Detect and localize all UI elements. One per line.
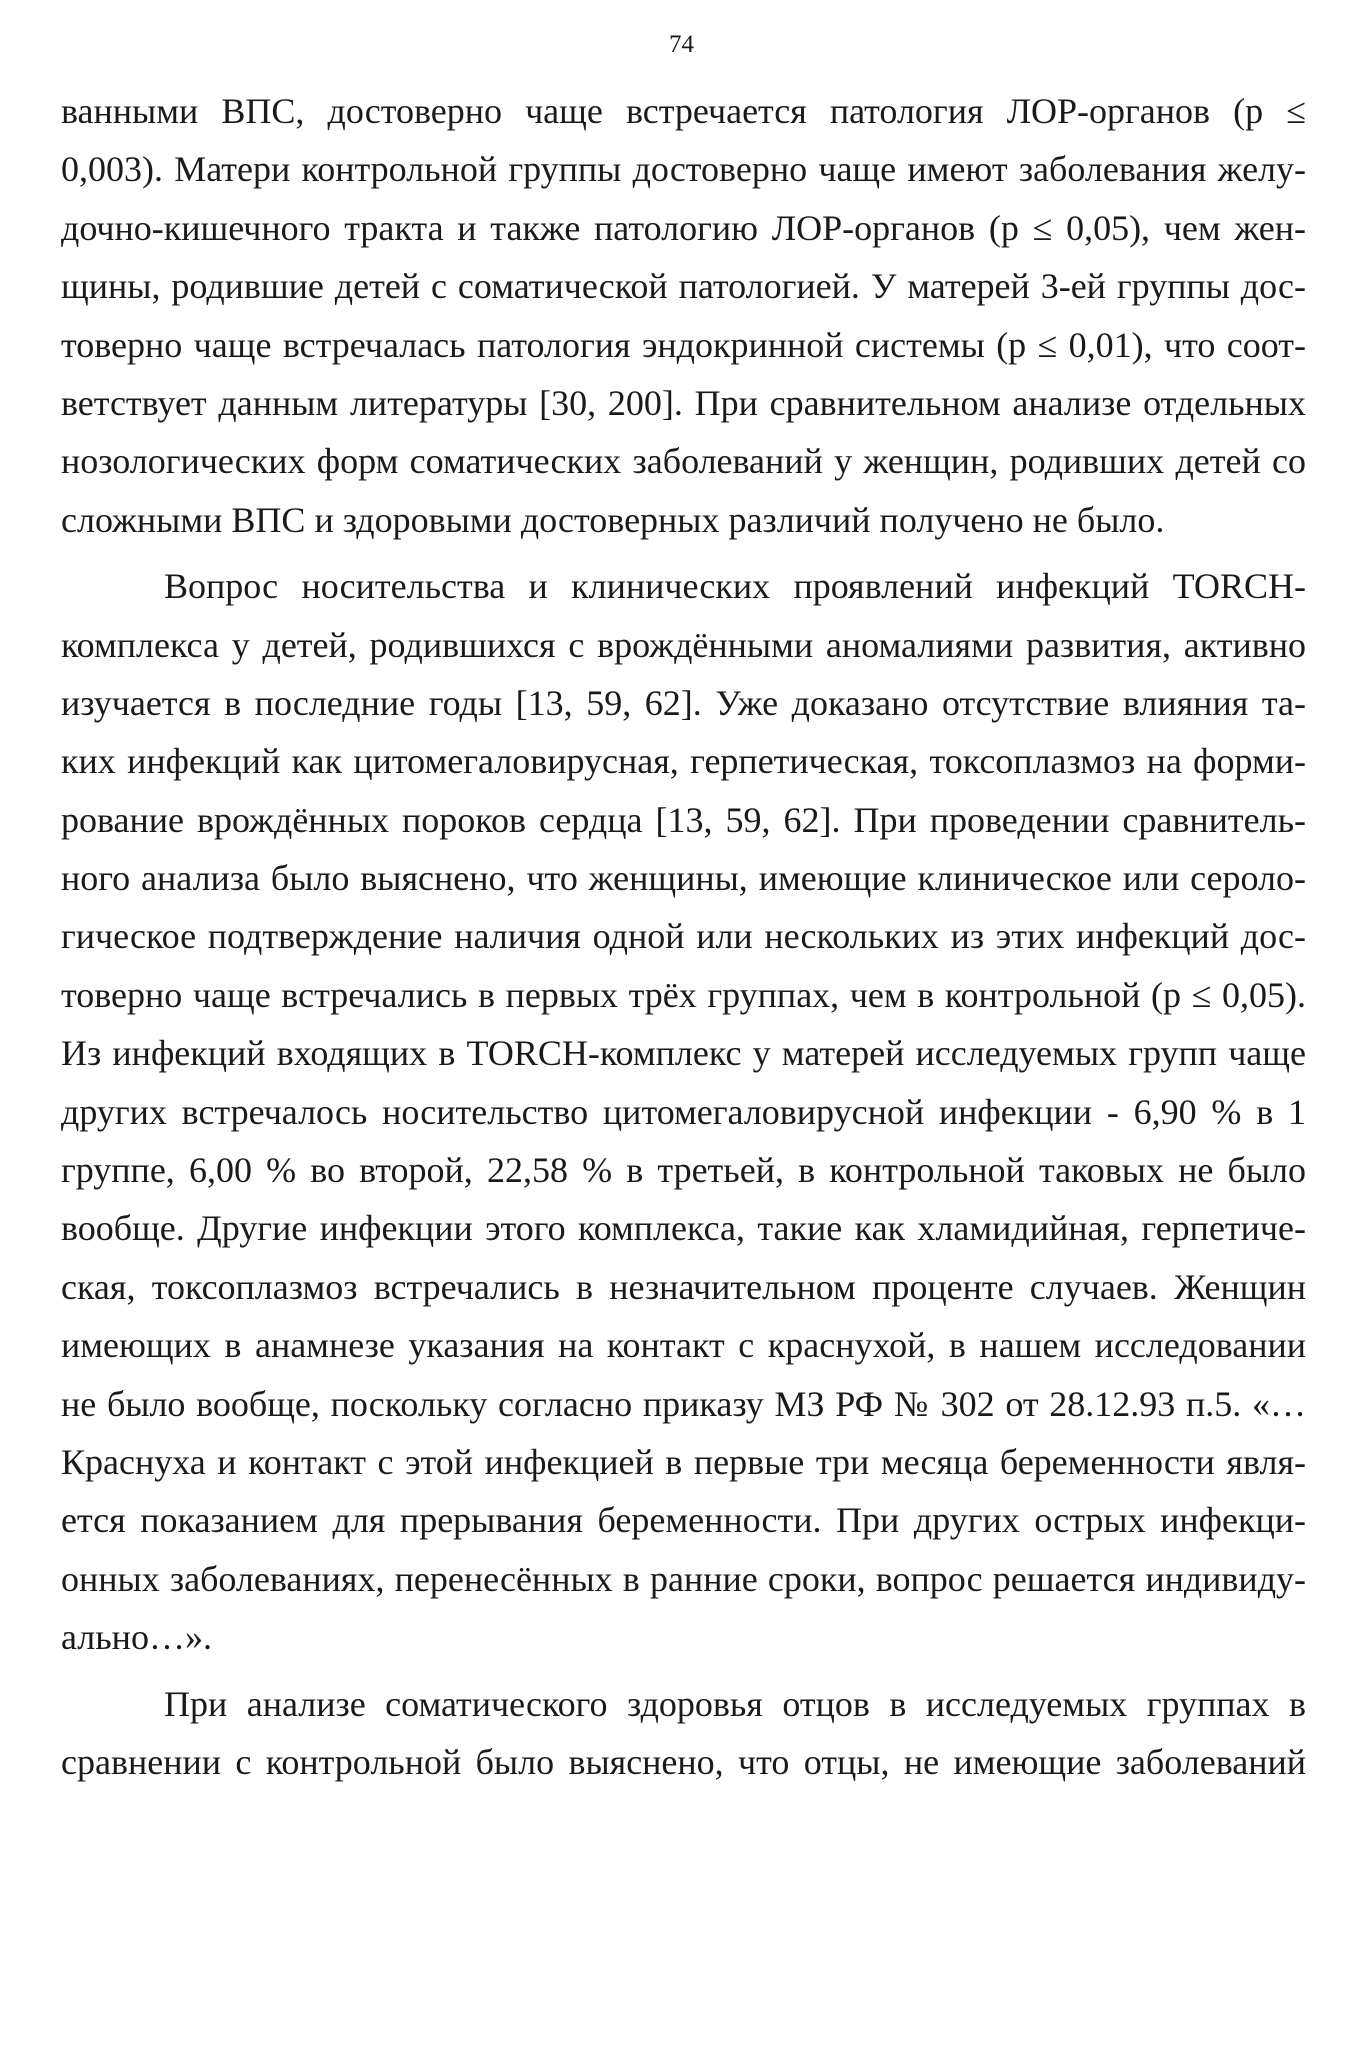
text-line: При анализе соматического здоровья отцов в исследуемых группах в [164,1683,1306,1724]
text-line: имеющих в анамнезе указания на контакт с краснухой, в нашем исследовании [61,1325,1306,1366]
text-line: рование врождённых пороков сердца [13, 59, 62]. При проведении сравнитель- [61,799,1306,840]
text-line: ветствует данным литературы [30, 200]. При сравнительном анализе отдельных [61,382,1306,423]
text-line: гическое подтверждение наличия одной или нескольких из этих инфекций дос- [61,916,1306,957]
text-line: нозологических форм соматических заболеваний у женщин, родивших детей со [61,441,1306,482]
text-line: ного анализа было выяснено, что женщины, имеющие клиническое или сероло- [61,858,1306,899]
text-line: Из инфекций входящих в TORCH-комплекс у матерей исследуемых групп чаще [61,1033,1306,1074]
paragraph-1 [61,82,1306,549]
text-line: изучается в последние годы [13, 59, 62]. Уже доказано отсутствие влияния та- [61,682,1306,723]
paragraph-2 [61,557,1306,1666]
text-line: щины, родившие детей с соматической патологией. У матерей 3-ей группы дос- [61,266,1306,307]
text-line: 0,003). Матери контрольной группы достоверно чаще имеют заболевания желу- [61,149,1306,190]
text-line: не было вообще, поскольку согласно приказу МЗ РФ № 302 от 28.12.93 п.5. «… [61,1383,1306,1424]
text-line: ально…». [61,1617,212,1658]
text-line: дочно-кишечного тракта и также патологию ЛОР-органов (р ≤ 0,05), чем жен- [61,207,1306,248]
text-line: ванными ВПС, достоверно чаще встречается патология ЛОР-органов (р ≤ [61,91,1306,131]
body-text [61,82,1306,1791]
text-line: товерно чаще встречались в первых трёх группах, чем в контрольной (р ≤ 0,05). [61,974,1306,1015]
text-line: группе, 6,00 % во второй, 22,58 % в третьей, в контрольной таковых не было [61,1150,1306,1191]
text-line: комплекса у детей, родившихся с врождёнными аномалиями развития, активно [61,624,1306,665]
text-line: Вопрос носительства и клинических проявлений инфекций TORCH- [164,566,1306,607]
text-line: сравнении с контрольной было выяснено, что отцы, не имеющие заболеваний [61,1741,1306,1782]
text-line: онных заболеваниях, перенесённых в ранние сроки, вопрос решается индивиду- [61,1558,1306,1599]
text-line: других встречалось носительство цитомегаловирусной инфекции - 6,90 % в 1 [61,1091,1306,1132]
text-line: ется показанием для прерывания беременности. При других острых инфекци- [61,1500,1306,1541]
text-line: товерно чаще встречалась патология эндокринной системы (р ≤ 0,01), что соот- [61,324,1306,365]
text-line: сложными ВПС и здоровыми достоверных различий получено не было. [61,499,1165,540]
text-line: Краснуха и контакт с этой инфекцией в первые три месяца беременности явля- [61,1441,1306,1482]
text-line: ская, токсоплазмоз встречались в незначительном проценте случаев. Женщин [61,1266,1306,1307]
paragraph-3 [61,1675,1306,1792]
page-number: 74 [669,31,694,58]
text-line: вообще. Другие инфекции этого комплекса, такие как хламидийная, герпетиче- [61,1208,1306,1249]
text-line: ких инфекций как цитомегаловирусная, герпетическая, токсоплазмоз на форми- [61,741,1306,782]
